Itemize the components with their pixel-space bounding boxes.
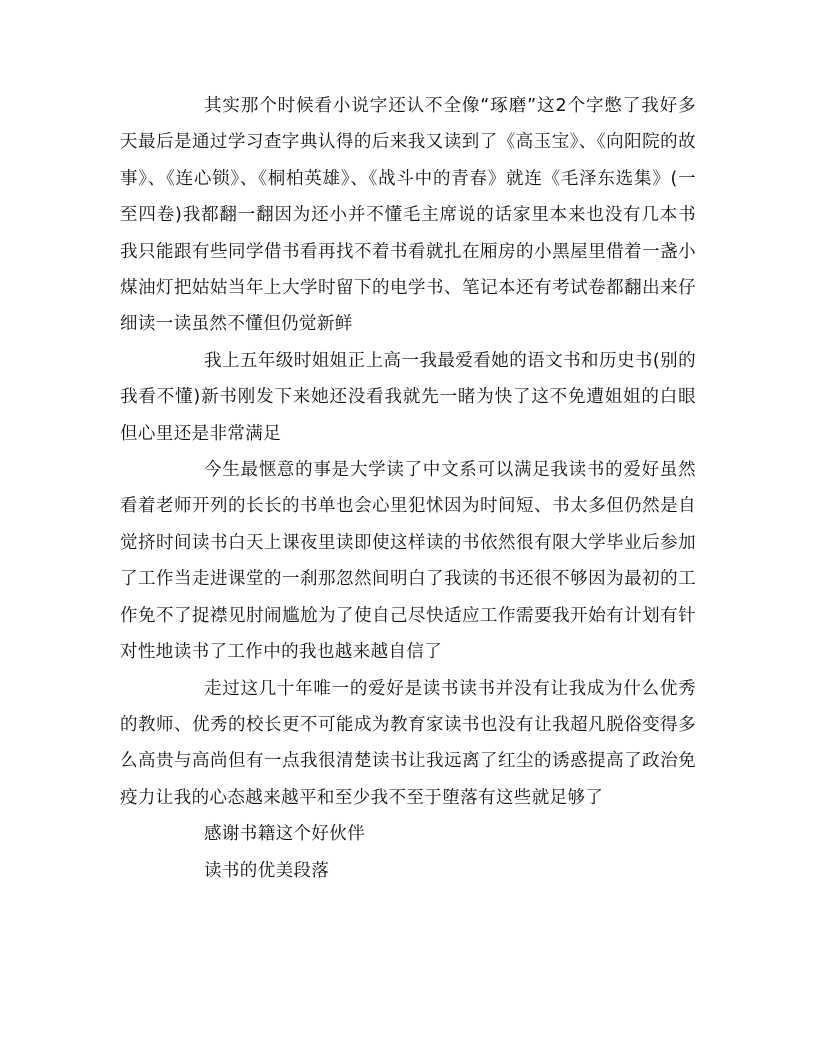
paragraph-reflection: 走过这几十年唯一的爱好是读书读书并没有让我成为什么优秀的教师、优秀的校长更不可能成为教育家读书也没有让我超凡脱俗变得多么高贵与高尚但有一点我很清楚读书让我远离了红尘的诱惑提高了政治免疫力让我的心态越来越平和至少我不至于堕落有这些就足够了	[120, 678, 696, 808]
closing-line: 感谢书籍这个好伙伴	[204, 824, 366, 845]
paragraph-university-career: 今生最惬意的事是大学读了中文系可以满足我读书的爱好虽然看着老师开列的长长的书单也会心里犯怵因为时间短、书太多但仍然是自觉挤时间读书白天上课夜里读即使这样读的书依然很有限大学毕业后参加了工作当走进课堂的一刹那忽然间明白了我读的书还很不够因为最初的工作免不了捉襟见肘闹尴尬为了使自己尽快适应工作需要我开始有计划有针对性地读书了工作中的我也越来越自信了	[120, 460, 696, 663]
section-heading: 读书的优美段落	[204, 860, 330, 881]
paragraph-sister-textbooks: 我上五年级时姐姐正上高一我最爱看她的语文书和历史书(别的我看不懂)新书刚发下来她还没看我就先一睹为快了这不免遭姐姐的白眼但心里还是非常满足	[120, 350, 696, 444]
document-body	[120, 88, 696, 889]
paragraph-reading-childhood: 其实那个时候看小说字还认不全像“琢磨”这2个字憋了我好多天最后是通过学习查字典认得的后来我又读到了《高玉宝》、《向阳院的故事》、《连心锁》、《桐柏英雄》、《战斗中的青春》就连《毛泽东选集》(一至四卷)我都翻一翻因为还小并不懂毛主席说的话家里本来也没有几本书我只能跟有些同学借书看再找不着书看就扎在厢房的小黑屋里借着一盏小煤油灯把姑姑当年上大学时留下的电学书、笔记本还有考试卷都翻出来仔细读一读虽然不懂但仍觉新鲜	[120, 96, 696, 335]
